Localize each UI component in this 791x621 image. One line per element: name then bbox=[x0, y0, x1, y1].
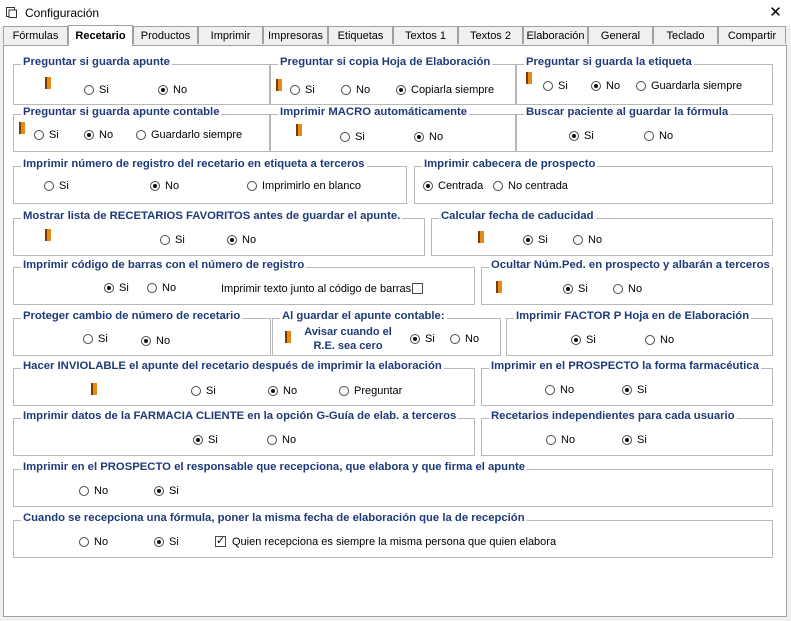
radio-copiarla-siempre[interactable] bbox=[396, 84, 494, 96]
radio-no[interactable] bbox=[613, 283, 642, 295]
group-title: Imprimir en el PROSPECTO el responsable que recepciona, que elabora y que firma el apunte bbox=[23, 461, 526, 473]
radio-circle[interactable] bbox=[523, 235, 533, 245]
radio-circle[interactable] bbox=[613, 284, 623, 294]
tab-general[interactable]: General bbox=[588, 26, 653, 44]
option-label: No bbox=[282, 434, 297, 446]
radio-preguntar[interactable] bbox=[339, 385, 402, 397]
group-recetarios-favoritos bbox=[13, 210, 425, 256]
radio-circle[interactable] bbox=[290, 85, 300, 95]
group-title: Preguntar si copia Hoja de Elaboración bbox=[280, 56, 491, 68]
option-label: No bbox=[242, 234, 257, 246]
radio-si[interactable] bbox=[34, 129, 59, 141]
radio-circle[interactable] bbox=[44, 181, 54, 191]
radio-no[interactable] bbox=[158, 84, 187, 96]
group-responsable-prospecto bbox=[13, 461, 773, 507]
title-bar bbox=[0, 0, 791, 26]
option-label: Si bbox=[59, 180, 69, 192]
radio-si[interactable] bbox=[83, 333, 108, 345]
option-label: Si bbox=[637, 384, 647, 396]
radio-no[interactable] bbox=[84, 129, 113, 141]
group-title: Recetarios independientes para cada usuario bbox=[491, 410, 735, 422]
group-title: Proteger cambio de número de recetario bbox=[23, 310, 241, 322]
group-recetarios-independientes bbox=[481, 410, 773, 456]
radio-circle[interactable] bbox=[450, 334, 460, 344]
option-label: No bbox=[465, 333, 480, 345]
radio-guardarla-siempre[interactable] bbox=[636, 80, 742, 92]
group-title: Imprimir FACTOR P Hoja en de Elaboración bbox=[516, 310, 750, 322]
group-title: Mostrar lista de RECETARIOS FAVORITOS antes de guardar el apunte. bbox=[23, 210, 401, 222]
radio-circle[interactable] bbox=[340, 132, 350, 142]
group-preguntar-guarda-etiqueta bbox=[516, 56, 773, 105]
radio-si[interactable] bbox=[104, 282, 129, 294]
radio-circle[interactable] bbox=[154, 537, 164, 547]
group-title: Imprimir cabecera de prospecto bbox=[424, 158, 596, 170]
option-label: No bbox=[561, 434, 576, 446]
radio-circle[interactable] bbox=[423, 181, 433, 191]
radio-si[interactable] bbox=[571, 334, 596, 346]
option-label: Guardarla siempre bbox=[651, 80, 743, 92]
group-fecha-recepcion bbox=[13, 512, 773, 558]
radio-circle[interactable] bbox=[571, 335, 581, 345]
window-title: Configuración bbox=[25, 6, 100, 20]
option-label: Preguntar bbox=[354, 385, 403, 397]
radio-circle[interactable] bbox=[569, 131, 579, 141]
door-icon bbox=[526, 72, 532, 84]
option-label: Si bbox=[558, 80, 568, 92]
radio-circle[interactable] bbox=[396, 85, 406, 95]
radio-circle[interactable] bbox=[546, 435, 556, 445]
group-title: Buscar paciente al guardar la fórmula bbox=[526, 106, 729, 118]
group-proteger-numero bbox=[13, 310, 271, 356]
group-title: Cuando se recepciona una fórmula, poner la misma fecha de elaboración que la de recepción bbox=[23, 512, 525, 524]
tab-etiquetas[interactable]: Etiquetas bbox=[328, 26, 393, 44]
radio-circle[interactable] bbox=[644, 131, 654, 141]
option-label: Si bbox=[425, 333, 435, 345]
radio-si[interactable] bbox=[523, 234, 548, 246]
option-label: No bbox=[660, 334, 675, 346]
group-forma-farmaceutica bbox=[481, 360, 773, 406]
group-title: Imprimir número de registro del recetario en etiqueta a terceros bbox=[23, 158, 365, 170]
radio-si[interactable] bbox=[191, 385, 216, 397]
group-preguntar-guarda-apunte bbox=[13, 56, 270, 105]
tab-bar bbox=[0, 26, 791, 46]
radio-circle[interactable] bbox=[645, 335, 655, 345]
tab-textos-2[interactable]: Textos 2 bbox=[458, 26, 523, 44]
radio-si[interactable] bbox=[154, 536, 179, 548]
tab-teclado[interactable]: Teclado bbox=[653, 26, 718, 44]
radio-circle[interactable] bbox=[339, 386, 349, 396]
radio-si[interactable] bbox=[569, 130, 594, 142]
radio-si[interactable] bbox=[84, 84, 109, 96]
radio-circle[interactable] bbox=[147, 283, 157, 293]
door-icon bbox=[285, 331, 291, 343]
group-title: Imprimir en el PROSPECTO la forma farmacéutica bbox=[491, 360, 759, 372]
option-label: Imprimirlo en blanco bbox=[262, 180, 362, 192]
radio-circle[interactable] bbox=[193, 435, 203, 445]
option-label: Si bbox=[49, 129, 59, 141]
group-title: Calcular fecha de caducidad bbox=[441, 210, 594, 222]
app-icon bbox=[6, 7, 17, 18]
option-label: No bbox=[429, 131, 444, 143]
option-label: Si bbox=[586, 334, 596, 346]
option-label: Si bbox=[98, 333, 108, 345]
option-label: Si bbox=[119, 282, 129, 294]
radio-circle[interactable] bbox=[79, 486, 89, 496]
option-label: Si bbox=[355, 131, 365, 143]
option-label: Si bbox=[637, 434, 647, 446]
radio-circle[interactable] bbox=[84, 130, 94, 140]
option-label: No centrada bbox=[508, 180, 568, 192]
radio-no[interactable] bbox=[546, 434, 575, 446]
radio-imprimirlo-en-blanco[interactable] bbox=[247, 180, 361, 192]
group-preguntar-apunte-contable bbox=[13, 106, 270, 152]
radio-circle[interactable] bbox=[636, 81, 646, 91]
radio-circle[interactable] bbox=[191, 386, 201, 396]
radio-circle[interactable] bbox=[410, 334, 420, 344]
option-label: Si bbox=[578, 283, 588, 295]
option-label: No bbox=[162, 282, 177, 294]
tab-compartir[interactable]: Compartir bbox=[718, 26, 786, 44]
group-factor-p bbox=[506, 310, 773, 356]
tab-elaboracion[interactable]: Elaboración bbox=[523, 26, 588, 44]
radio-no[interactable] bbox=[150, 180, 179, 192]
radio-circle[interactable] bbox=[136, 130, 146, 140]
group-apunte-contable-aviso bbox=[272, 310, 501, 356]
tab-impresoras[interactable]: Impresoras bbox=[263, 26, 328, 44]
radio-circle[interactable] bbox=[79, 537, 89, 547]
group-ocultar-num-ped bbox=[481, 259, 773, 305]
checkbox-texto-codigo-barras[interactable] bbox=[412, 283, 423, 294]
option-label: Si bbox=[169, 536, 179, 548]
group-title: Ocultar Núm.Ped. en prospecto y albarán a terceros bbox=[491, 259, 770, 271]
option-label: Guardarlo siempre bbox=[151, 129, 243, 141]
radio-circle[interactable] bbox=[573, 235, 583, 245]
radio-circle[interactable] bbox=[268, 386, 278, 396]
option-label: Copiarla siempre bbox=[411, 84, 495, 96]
radio-no[interactable] bbox=[545, 384, 574, 396]
radio-circle[interactable] bbox=[543, 81, 553, 91]
group-title: Hacer INVIOLABLE el apunte del recetario después de imprimir la elaboración bbox=[23, 360, 442, 372]
option-label: No bbox=[659, 130, 674, 142]
radio-no[interactable] bbox=[450, 333, 479, 345]
radio-circle[interactable] bbox=[150, 181, 160, 191]
option-label: No bbox=[99, 129, 114, 141]
radio-no[interactable] bbox=[644, 130, 673, 142]
recetario-panel bbox=[3, 45, 787, 617]
group-title: Preguntar si guarda apunte bbox=[23, 56, 170, 68]
radio-no[interactable] bbox=[414, 131, 443, 143]
group-title: Preguntar si guarda apunte contable bbox=[23, 106, 220, 118]
option-label: No bbox=[94, 536, 109, 548]
radio-no[interactable] bbox=[79, 485, 108, 497]
group-farmacia-cliente bbox=[13, 410, 475, 456]
radio-circle[interactable] bbox=[160, 235, 170, 245]
radio-no[interactable] bbox=[141, 335, 170, 347]
radio-si[interactable] bbox=[622, 384, 647, 396]
group-numero-registro-etiqueta bbox=[13, 158, 407, 204]
tab-productos[interactable]: Productos bbox=[133, 26, 198, 44]
radio-no[interactable] bbox=[227, 234, 256, 246]
option-label: Si bbox=[584, 130, 594, 142]
group-title: Imprimir datos de la FARMACIA CLIENTE en la opción G-Guía de elab. a terceros bbox=[23, 410, 457, 422]
option-label: No bbox=[606, 80, 621, 92]
option-label: Si bbox=[305, 84, 315, 96]
radio-no-centrada[interactable] bbox=[493, 180, 568, 192]
option-label: No bbox=[156, 335, 171, 347]
group-title: Preguntar si guarda la etiqueta bbox=[526, 56, 692, 68]
radio-centrada[interactable] bbox=[423, 180, 483, 192]
option-label: No bbox=[94, 485, 109, 497]
radio-si[interactable] bbox=[160, 234, 185, 246]
group-codigo-barras bbox=[13, 259, 475, 305]
aviso-label-line1: Avisar cuando el bbox=[304, 326, 392, 338]
radio-circle[interactable] bbox=[622, 435, 632, 445]
radio-no[interactable] bbox=[79, 536, 108, 548]
tab-imprimir[interactable]: Imprimir bbox=[198, 26, 263, 44]
radio-circle[interactable] bbox=[83, 334, 93, 344]
door-icon bbox=[45, 229, 51, 241]
radio-circle[interactable] bbox=[622, 385, 632, 395]
door-icon bbox=[276, 79, 282, 91]
checkbox-label-texto-codigo: Imprimir texto junto al código de barras bbox=[221, 283, 412, 295]
door-icon bbox=[91, 383, 97, 395]
option-label: No bbox=[628, 283, 643, 295]
radio-si[interactable] bbox=[622, 434, 647, 446]
group-fecha-caducidad bbox=[431, 210, 773, 256]
radio-si[interactable] bbox=[563, 283, 588, 295]
radio-si[interactable] bbox=[44, 180, 69, 192]
door-icon bbox=[45, 77, 51, 89]
option-label: No bbox=[560, 384, 575, 396]
radio-guardarlo-siempre[interactable] bbox=[136, 129, 242, 141]
aviso-label-line2: R.E. sea cero bbox=[313, 340, 383, 352]
group-preguntar-copia-hoja bbox=[270, 56, 516, 105]
radio-circle[interactable] bbox=[414, 132, 424, 142]
radio-circle[interactable] bbox=[141, 336, 151, 346]
group-title: Al guardar el apunte contable: bbox=[282, 310, 445, 322]
option-label: Si bbox=[99, 84, 109, 96]
door-icon bbox=[296, 124, 302, 136]
radio-circle[interactable] bbox=[104, 283, 114, 293]
radio-circle[interactable] bbox=[227, 235, 237, 245]
radio-si[interactable] bbox=[410, 333, 435, 345]
radio-circle[interactable] bbox=[545, 385, 555, 395]
option-label: Si bbox=[538, 234, 548, 246]
radio-si[interactable] bbox=[543, 80, 568, 92]
checkbox-misma-persona[interactable] bbox=[215, 536, 226, 547]
option-label: No bbox=[173, 84, 188, 96]
radio-no[interactable] bbox=[645, 334, 674, 346]
radio-circle[interactable] bbox=[267, 435, 277, 445]
radio-circle[interactable] bbox=[591, 81, 601, 91]
option-label: Si bbox=[206, 385, 216, 397]
radio-circle[interactable] bbox=[154, 486, 164, 496]
group-title: Imprimir código de barras con el número de registro bbox=[23, 259, 305, 271]
radio-circle[interactable] bbox=[158, 85, 168, 95]
radio-no[interactable] bbox=[147, 282, 176, 294]
radio-si[interactable] bbox=[340, 131, 365, 143]
radio-no[interactable] bbox=[341, 84, 370, 96]
tab-recetario[interactable]: Recetario bbox=[68, 25, 133, 46]
door-icon bbox=[19, 122, 25, 134]
option-label: Centrada bbox=[438, 180, 484, 192]
tab-formulas[interactable]: Fórmulas bbox=[3, 26, 68, 44]
radio-si[interactable] bbox=[290, 84, 315, 96]
radio-circle[interactable] bbox=[341, 85, 351, 95]
radio-no[interactable] bbox=[268, 385, 297, 397]
group-imprimir-macro bbox=[270, 106, 516, 152]
tab-textos-1[interactable]: Textos 1 bbox=[393, 26, 458, 44]
checkbox-label-misma-persona: Quien recepciona es siempre la misma persona que quien elabora bbox=[232, 536, 557, 548]
option-label: No bbox=[165, 180, 180, 192]
close-icon[interactable]: ✕ bbox=[769, 4, 782, 21]
option-label: No bbox=[283, 385, 298, 397]
radio-no[interactable] bbox=[573, 234, 602, 246]
group-inviolable bbox=[13, 360, 475, 406]
radio-circle[interactable] bbox=[247, 181, 257, 191]
radio-si[interactable] bbox=[193, 434, 218, 446]
option-label: Si bbox=[175, 234, 185, 246]
group-cabecera-prospecto bbox=[414, 158, 773, 204]
radio-no[interactable] bbox=[267, 434, 296, 446]
group-title: Imprimir MACRO automáticamente bbox=[280, 106, 468, 118]
radio-circle[interactable] bbox=[563, 284, 573, 294]
group-buscar-paciente bbox=[516, 106, 773, 152]
radio-si[interactable] bbox=[154, 485, 179, 497]
option-label: Si bbox=[208, 434, 218, 446]
option-label: Si bbox=[169, 485, 179, 497]
option-label: No bbox=[588, 234, 603, 246]
radio-no[interactable] bbox=[591, 80, 620, 92]
radio-circle[interactable] bbox=[493, 181, 503, 191]
option-label: No bbox=[356, 84, 371, 96]
door-icon bbox=[496, 281, 502, 293]
radio-circle[interactable] bbox=[84, 85, 94, 95]
radio-circle[interactable] bbox=[34, 130, 44, 140]
door-icon bbox=[478, 231, 484, 243]
